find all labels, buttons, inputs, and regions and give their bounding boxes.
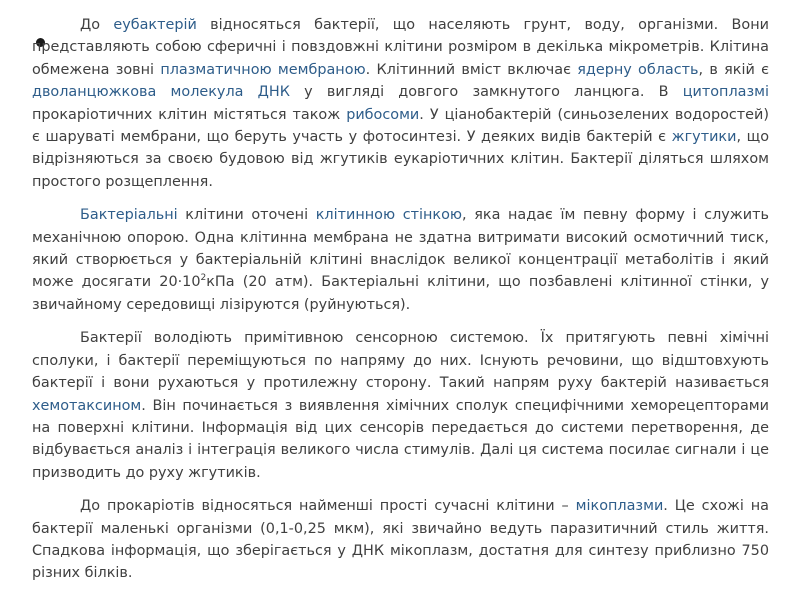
- paragraph-2: [32, 204, 769, 316]
- paragraph-1: [32, 14, 769, 193]
- text-segment: . У ціанобактерій (синьозелених водоростей) є шаруваті мембрани, що беруть участь у фотосинтезі. У деяких видів бактерій є: [32, 106, 769, 146]
- highlighted-term: плазматичною мембраною: [160, 61, 366, 78]
- text-segment: До прокаріотів відносяться найменші прості сучасні клітини –: [80, 498, 576, 515]
- highlighted-term: рибосоми: [346, 106, 420, 123]
- highlighted-term: дволанцюжкова молекула ДНК: [32, 84, 290, 101]
- superscript: 2: [200, 273, 207, 284]
- text-segment: у вигляді довгого замкнутого ланцюга. В: [289, 84, 683, 101]
- text-body: [32, 14, 769, 596]
- paragraph-4: [32, 495, 769, 585]
- highlighted-term: еубактерій: [113, 17, 197, 33]
- highlighted-term: клітинною стінкою: [315, 207, 463, 224]
- highlighted-term: хемотаксином: [32, 397, 142, 414]
- highlighted-term: цитоплазмі: [682, 84, 769, 101]
- text-segment: , яка надає їм певну форму і служить механічною опорою. Одна клітинна мембрана не здатна витримати високий осмотичний тиск, який створюється у бактеріальній клітині внаслідок великої концентрації метаболітів і який може досягати 20·10: [32, 207, 769, 291]
- highlighted-term: Бактеріальні: [80, 207, 178, 224]
- paragraph-3: [32, 327, 769, 484]
- highlighted-term: ядерну область: [577, 61, 699, 78]
- text-segment: . Він починається з виявлення хімічних сполук специфічними хеморецепторами на поверхні клітини. Інформація від цих сенсорів передається до системи перетворення, де відбувається аналіз і інтеграція великого числа стимулів. Далі ця система посилає сигнали і це призводить до руху жгутиків.: [32, 397, 769, 481]
- text-segment: прокаріотичних клітин містяться також: [32, 106, 347, 123]
- highlighted-term: жгутики: [671, 129, 737, 146]
- text-segment: До: [80, 17, 114, 33]
- highlighted-term: мікоплазми: [575, 498, 664, 515]
- text-segment: кПа (20 атм). Бактеріальні клітини, що позбавлені клітинної стінки, у звичайному середовищі лізіруются (руйнуються).: [32, 274, 769, 313]
- text-segment: , що відрізняються за своєю будовою від жгутиків еукаріотичних клітин. Бактерії діляться шляхом простого розщеплення.: [32, 129, 769, 190]
- text-segment: Бактерії володіють примітивною сенсорною системою. Їх притягують певні хімічні сполуки, і бактерії переміщуються по напряму до них. Існують речовини, що відштовхують бактерії і вони рухаються у протилежну сторону. Такий напрям руху бактерій називається: [32, 330, 769, 392]
- text-segment: клітини оточені: [177, 207, 316, 224]
- text-segment: . Клітинний вміст включає: [365, 61, 578, 78]
- text-segment: . Це схожі на бактерії маленькі організми (0,1-0,25 мкм), які звичайно ведуть паразитичний стиль життя. Спадкова інформація, що зберігається у ДНК мікоплазм, достатня для синтезу приблизно 750 різних білків.: [32, 498, 769, 582]
- text-segment: , в якій є: [698, 61, 769, 78]
- text-segment: відносяться бактерії, що населяють грунт, воду, організми. Вони представляють собою сферичні і повздовжні клітини розміром в декілька мікрометрів. Клітина обмежена зовні: [32, 17, 769, 78]
